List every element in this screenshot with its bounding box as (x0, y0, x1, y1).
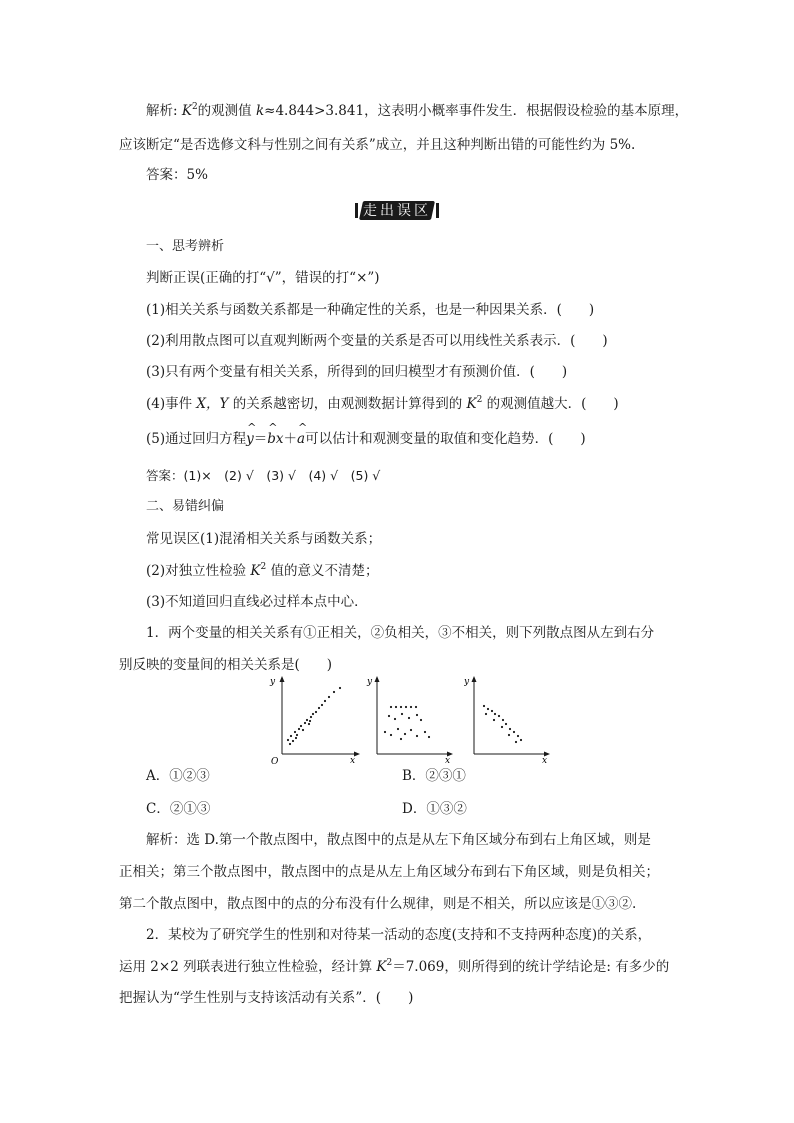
statement-5: (5)通过回归方程^ y＝^ bx＋^ a可以估计和观测变量的取值和变化趋势．( ) (146, 429, 586, 449)
scatter-points (483, 705, 522, 743)
scatter-plot-3 (464, 674, 562, 766)
statement-1: (1)相关关系与函数关系都是一种确定性的关系，也是一种因果关系．( ) (146, 302, 595, 318)
scatter-plot-1 (266, 674, 364, 766)
scatter-points (287, 687, 341, 745)
axis-y-label: y (464, 677, 470, 687)
statement-3: (3)只有两个变量有相关关系，所得到的回归模型才有预测价值．( ) (146, 364, 568, 380)
error-3: (3)不知道回归直线必过样本点中心． (146, 594, 368, 610)
problem-2-line-1: 2．某校为了研究学生的性别和对待某一活动的态度(支持和不支持两种态度)的关系， (146, 927, 652, 943)
section-2-title: 二、易错纠偏 (146, 499, 225, 514)
banner-title: 走出误区 (363, 203, 431, 219)
section-1-title: 一、思考辨析 (146, 239, 225, 254)
instruction: 判断正误(正确的打“√”，错误的打“×”) (146, 270, 380, 286)
problem-1-analysis-3: 第二个散点图中，散点图中的点的分布没有什么规律，则是不相关，所以应该是①③②. (119, 896, 637, 912)
option-a[interactable]: A．①②③ (146, 768, 210, 784)
axis-x-label: x (542, 756, 548, 766)
problem-2-line-2: 运用 2×2 列联表进行独立性检验，经计算 $K^2=7.069$，则所得到的统计学结论是: 有多少的 (119, 958, 670, 975)
option-c[interactable]: C．②①③ (146, 801, 211, 817)
problem-1-analysis-2: 正相关；第三个散点图中，散点图中的点是从左上角区域分布到右下角区域，则是负相关； (119, 864, 659, 880)
problem-1-line-2: 别反映的变量间的相关关系是( ) (119, 657, 333, 673)
problem-2-line-3: 把握认为“学生性别与支持该活动有关系”．( ) (119, 990, 414, 1006)
axis-y-label: y (270, 677, 276, 687)
axis-y-label: y (367, 677, 373, 687)
error-1: 常见误区(1)混淆相关关系与函数关系； (146, 531, 382, 547)
section-banner (355, 200, 439, 222)
statement-4: (4)事件 X，Y 的关系越密切，由观测数据计算得到的 $K^2$ 的观测值越大．( ) (146, 395, 619, 412)
problem-1-line-1: 1．两个变量的相关关系有①正相关，②负相关，③不相关，则下列散点图从左到右分 (146, 625, 655, 641)
option-b[interactable]: B．②③① (402, 768, 466, 784)
scatter-plot-2 (365, 674, 463, 766)
statement-2: (2)利用散点图可以直观判断两个变量的关系是否可以用线性关系表示．( ) (146, 333, 608, 349)
axis-x-label: x (350, 756, 356, 766)
analysis-line-2: 应该断定“是否选修文科与性别之间有关系”成立，并且这种判断出错的可能性约为 5%. (119, 137, 636, 153)
option-d[interactable]: D．①③② (402, 801, 467, 817)
analysis-line-1: 解析: $K^2$的观测值 k≈4.844>3.841，这表明小概率事件发生．根据假设检验的基本原理， (146, 102, 689, 119)
answer-1: 答案：5% (146, 167, 208, 183)
origin-label: O (271, 757, 279, 766)
error-2: (2)对独立性检验 $K^2$ 值的意义不清楚； (146, 562, 379, 579)
scatter-points (384, 706, 430, 740)
axis-x-label: x (445, 756, 451, 766)
problem-1-analysis-1: 解析：选 D.第一个散点图中，散点图中的点是从左下角区域分布到右上角区域，则是 (146, 832, 651, 848)
answer-section-1: 答案：(1)× (2) √ (3) √ (4) √ (5) √ (146, 468, 381, 483)
